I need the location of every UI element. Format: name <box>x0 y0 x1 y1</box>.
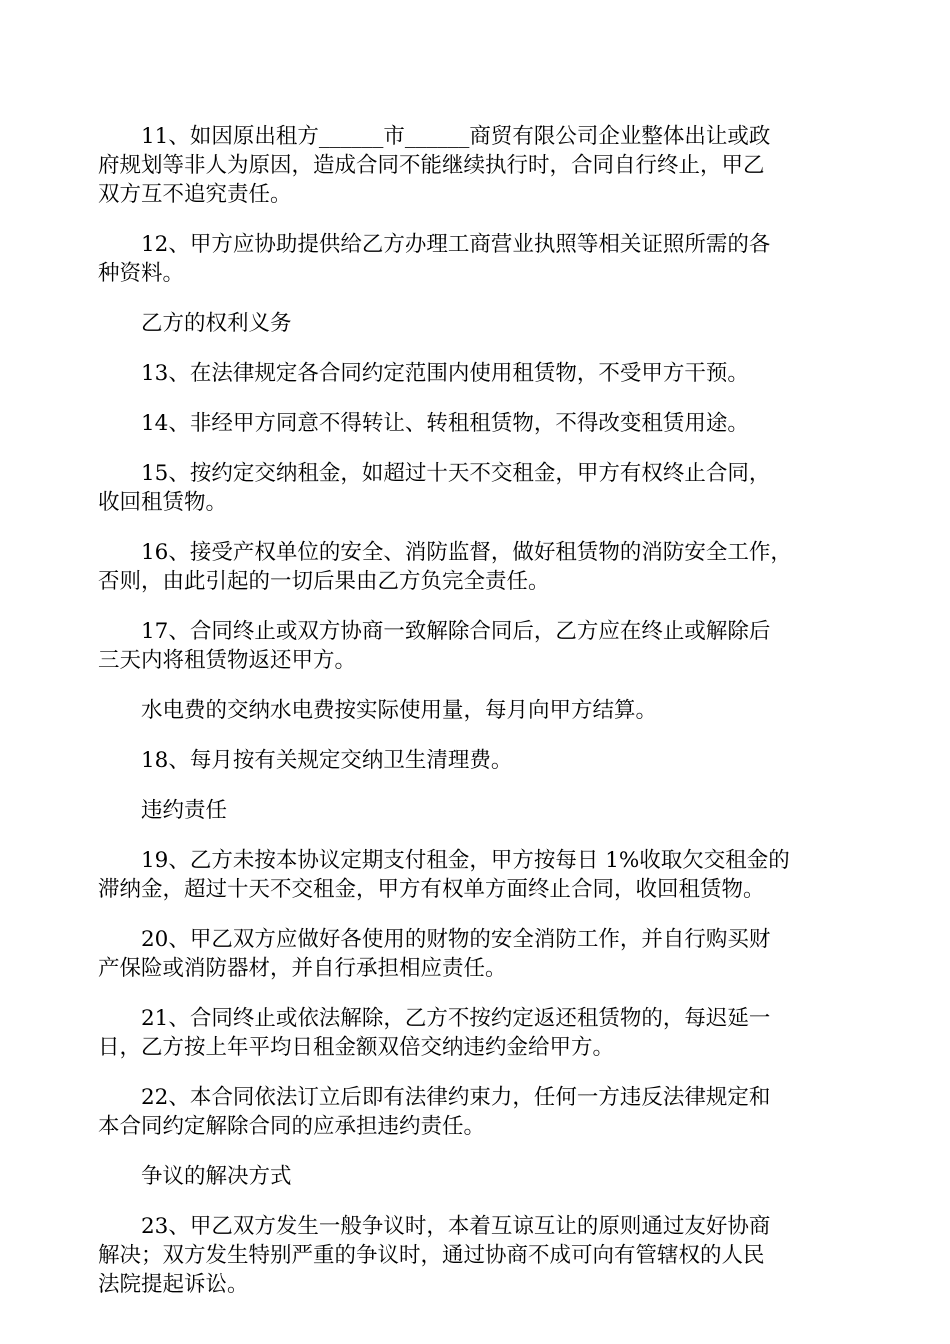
text-line: 20、甲乙双方应做好各使用的财物的安全消防工作，并自行购买财 <box>141 927 771 952</box>
heading-text: 水电费的交纳水电费按实际使用量，每月向甲方结算。 <box>141 698 658 723</box>
text-line: 法院提起诉讼。 <box>98 1272 249 1297</box>
text-line: 19、乙方未按本协议定期支付租金，甲方按每日 1%收取欠交租金的 <box>141 848 790 873</box>
text-line: 种资料。 <box>98 261 185 286</box>
heading-text: 违约责任 <box>141 798 228 823</box>
section-heading-party-b-rights <box>98 309 850 338</box>
heading-text: 乙方的权利义务 <box>141 311 292 336</box>
clause-17 <box>98 617 850 675</box>
text-line: 双方互不追究责任。 <box>98 182 292 207</box>
text-line: 12、甲方应协助提供给乙方办理工商营业执照等相关证照所需的各 <box>141 232 771 257</box>
section-heading-utilities <box>98 696 850 725</box>
text-line: 21、合同终止或依法解除，乙方不按约定返还租赁物的，每迟延一 <box>141 1006 771 1031</box>
clause-14 <box>98 409 850 438</box>
clause-19 <box>98 846 850 904</box>
text-line: 三天内将租赁物返还甲方。 <box>98 648 357 673</box>
clause-15 <box>98 459 850 517</box>
clause-22 <box>98 1083 850 1141</box>
clause-21 <box>98 1004 850 1062</box>
clause-11 <box>98 122 850 209</box>
clause-18 <box>98 746 850 775</box>
heading-text: 争议的解决方式 <box>141 1164 292 1189</box>
text-line: 本合同约定解除合同的应承担违约责任。 <box>98 1114 486 1139</box>
text-line: 14、非经甲方同意不得转让、转租租赁物，不得改变租赁用途。 <box>141 411 749 436</box>
text-line: 18、每月按有关规定交纳卫生清理费。 <box>141 748 513 773</box>
text-line: 16、接受产权单位的安全、消防监督，做好租赁物的消防安全工作， <box>141 540 792 565</box>
text-line: 23、甲乙双方发生一般争议时，本着互谅互让的原则通过友好协商 <box>141 1214 771 1239</box>
text-line: 22、本合同依法订立后即有法律约束力，任何一方违反法律规定和 <box>141 1085 771 1110</box>
text-line: 日，乙方按上年平均日租金额双倍交纳违约金给甲方。 <box>98 1035 615 1060</box>
text-line: 解决；双方发生特别严重的争议时，通过协商不成可向有管辖权的人民 <box>98 1243 765 1268</box>
clause-23 <box>98 1212 850 1299</box>
text-line: 11、如因原出租方______市______商贸有限公司企业整体出让或政 <box>141 124 771 149</box>
section-heading-breach <box>98 796 850 825</box>
text-line: 17、合同终止或双方协商一致解除合同后，乙方应在终止或解除后 <box>141 619 771 644</box>
text-line: 收回租赁物。 <box>98 490 228 515</box>
clause-16 <box>98 538 850 596</box>
text-line: 13、在法律规定各合同约定范围内使用租赁物，不受甲方干预。 <box>141 361 749 386</box>
text-line: 产保险或消防器材，并自行承担相应责任。 <box>98 956 507 981</box>
clause-20 <box>98 925 850 983</box>
document-page <box>98 122 850 1320</box>
clause-12 <box>98 230 850 288</box>
section-heading-dispute <box>98 1162 850 1191</box>
text-line: 否则，由此引起的一切后果由乙方负完全责任。 <box>98 569 550 594</box>
text-line: 府规划等非人为原因，造成合同不能继续执行时，合同自行终止，甲乙 <box>98 153 765 178</box>
text-line: 15、按约定交纳租金，如超过十天不交租金，甲方有权终止合同， <box>141 461 771 486</box>
text-line: 滞纳金，超过十天不交租金，甲方有权单方面终止合同，收回租赁物。 <box>98 877 765 902</box>
clause-13 <box>98 359 850 388</box>
